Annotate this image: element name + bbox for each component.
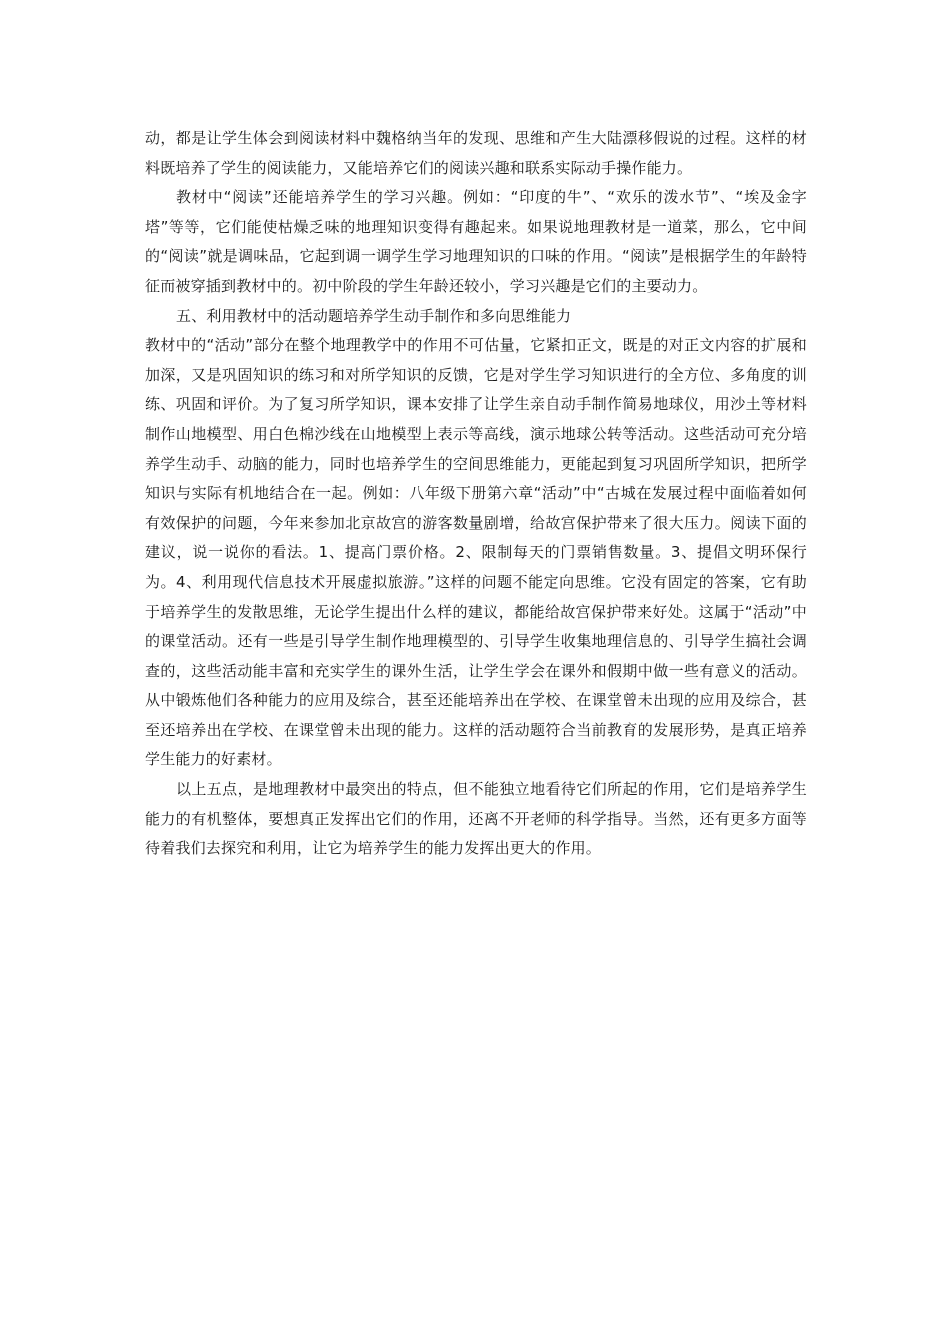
paragraph-reading-materials: 动，都是让学生体会到阅读材料中魏格纳当年的发现、思维和产生大陆漂移假说的过程。这样的材料既培养了学生的阅读能力，又能培养它们的阅读兴趣和联系实际动手操作能力。 [145,129,807,177]
paragraph-reading-interest: 教材中“阅读”还能培养学生的学习兴趣。例如：“印度的牛”、“欢乐的泼水节”、“埃及金字塔”等等，它们能使枯燥乏味的地理知识变得有趣起来。如果说地理教材是一道菜，那么，它中间的“阅读”就是调味品，它起到调一调学生学习地理知识的口味的作用。“阅读”是根据学生的年龄特征而被穿插到教材中的。初中阶段的学生年龄还较小，学习兴趣是它们的主要动力。 [145,188,807,295]
paragraph-activities: 教材中的“活动”部分在整个地理教学中的作用不可估量，它紧扣正文，既是的对正文内容的扩展和加深，又是巩固知识的练习和对所学知识的反馈，它是对学生学习知识进行的全方位、多角度的训练、巩固和评价。为了复习所学知识，课本安排了让学生亲自动手制作简易地球仪，用沙土等材料制作山地模型、用白色棉沙线在山地模型上表示等高线，演示地球公转等活动。这些活动可充分培养学生动手、动脑的能力，同时也培养学生的空间思维能力，更能起到复习巩固所学知识，把所学知识与实际有机地结合在一起。例如：八年级下册第六章“活动”中“古城在发展过程中面临着如何有效保护的问题，今年来参加北京故宫的游客数量剧增，给故宫保护带来了很大压力。阅读下面的建议，说一说你的看法。1、提高门票价格。2、限制每天的门票销售数量。3、提倡文明环保行为。4、利用现代信息技术开展虚拟旅游。”这样的问题不能定向思维。它没有固定的答案，它有助于培养学生的发散思维，无论学生提出什么样的建议，都能给故宫保护带来好处。这属于“活动”中的课堂活动。还有一些是引导学生制作地理模型的、引导学生收集地理信息的、引导学生搞社会调查的，这些活动能丰富和充实学生的课外生活，让学生学会在课外和假期中做一些有意义的活动。从中锻炼他们各种能力的应用及综合，甚至还能培养出在学校、在课堂曾未出现的应用及综合，甚至还培养出在学校、在课堂曾未出现的能力。这样的活动题符合当前教育的发展形势，是真正培养学生能力的好素材。 [145,336,807,769]
document-page [145,124,807,864]
section-heading-five: 五、利用教材中的活动题培养学生动手制作和多向思维能力 [176,306,572,325]
paragraph-conclusion: 以上五点，是地理教材中最突出的特点，但不能独立地看待它们所起的作用，它们是培养学生能力的有机整体，要想真正发挥出它们的作用，还离不开老师的科学指导。当然，还有更多方面等待着我们去探究和利用，让它为培养学生的能力发挥出更大的作用。 [145,780,807,858]
